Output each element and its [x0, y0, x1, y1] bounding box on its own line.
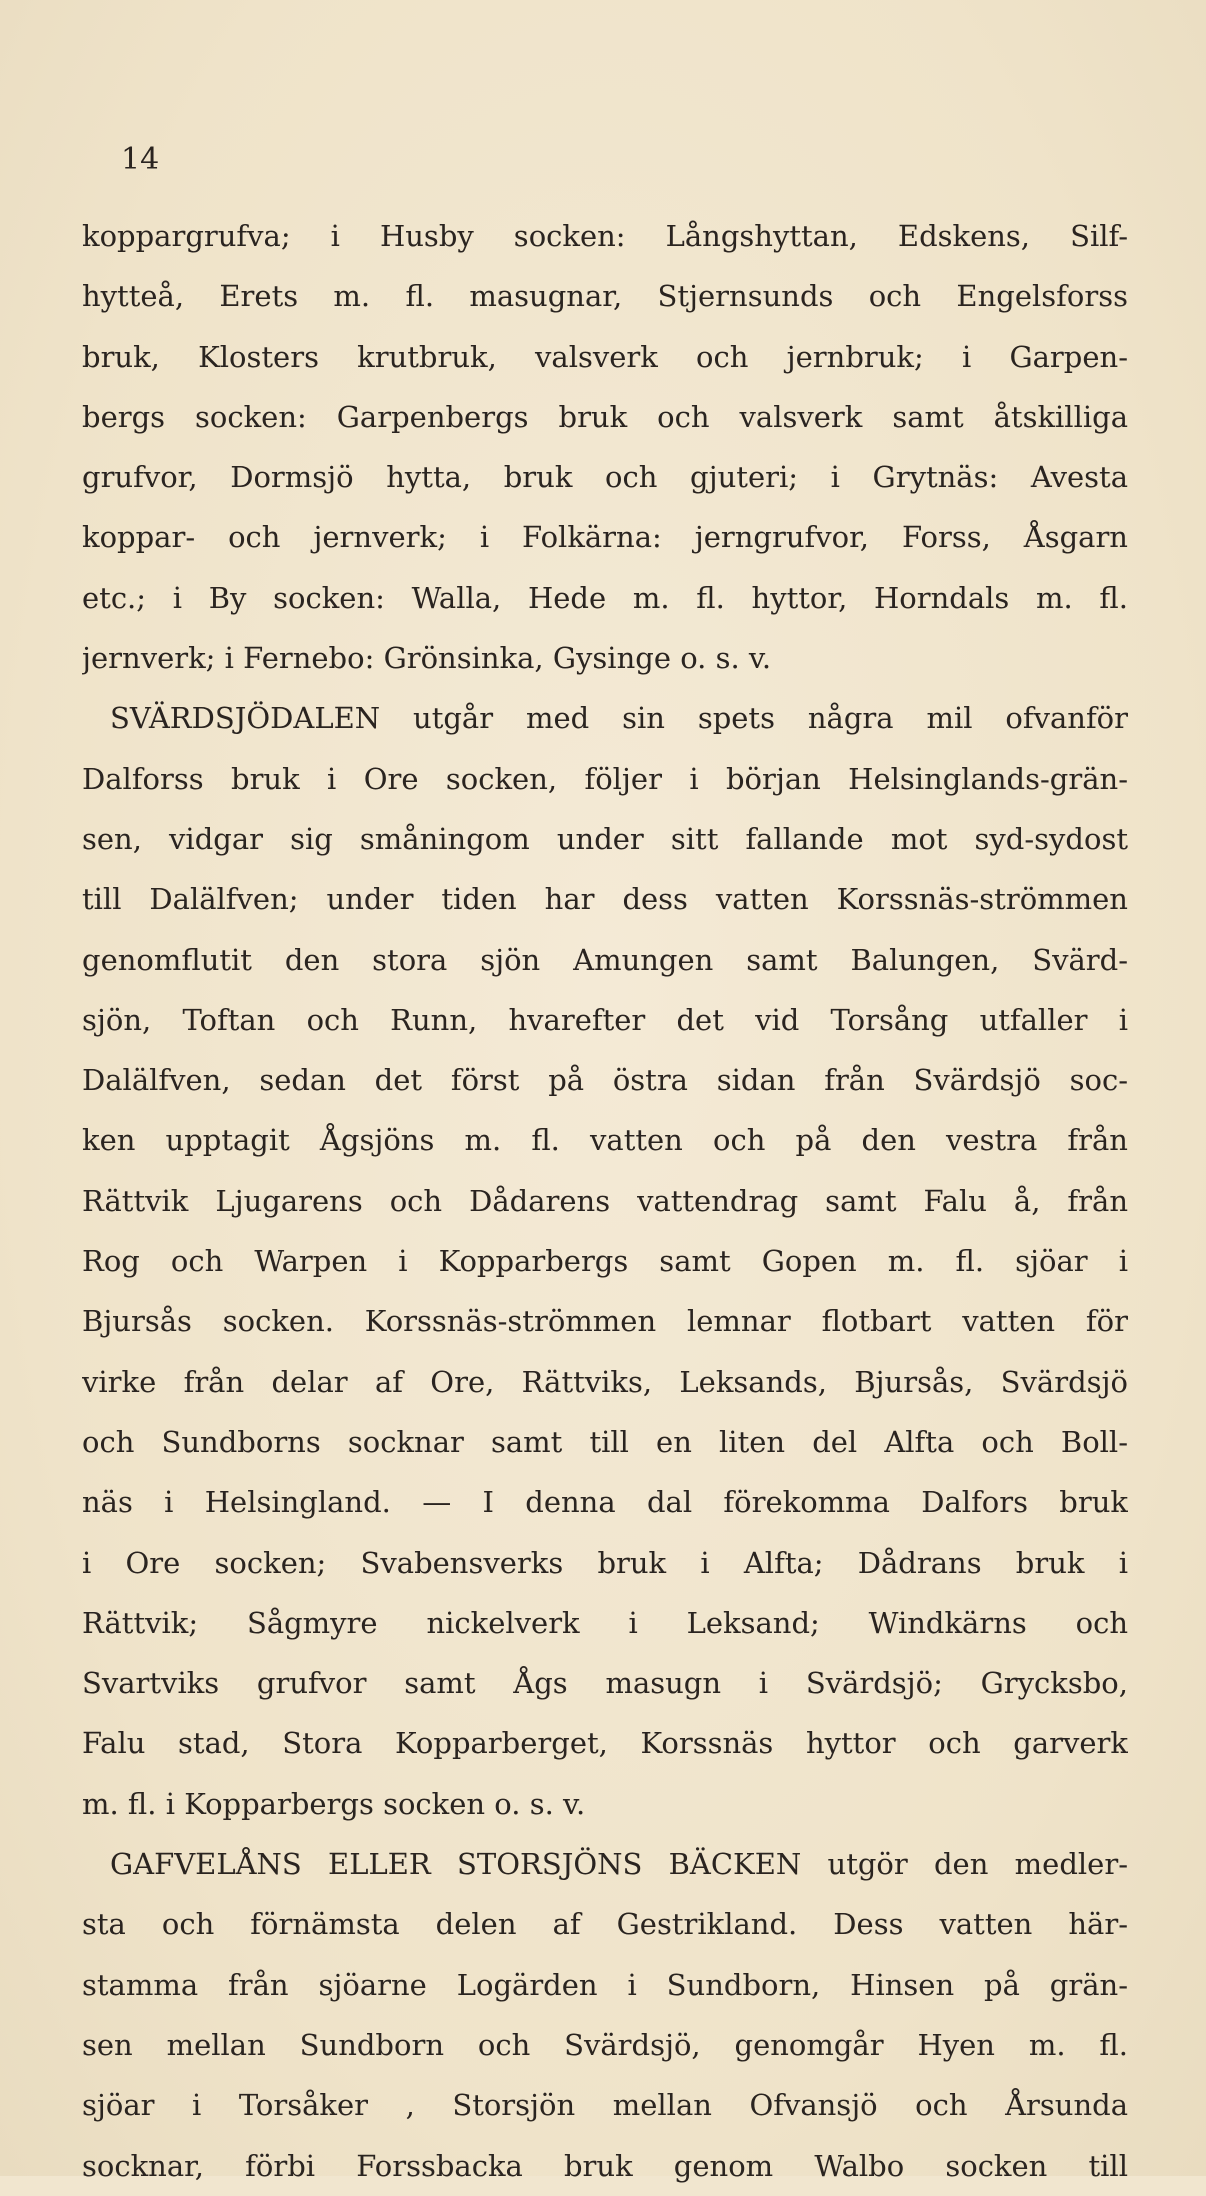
text-line: m. fl. i Kopparbergs socken o. s. v.: [82, 1786, 586, 1821]
text-line: virke från delar af Ore, Rättviks, Leksands, Bjursås, Svärdsjö: [82, 1364, 1128, 1399]
text-line: Dalälfven, sedan det först på östra sidan från Svärdsjö soc-: [82, 1063, 1128, 1098]
text-line: koppar- och jernverk; i Folkärna: jerngrufvor, Forss, Åsgarn: [82, 520, 1128, 555]
text-line: sen, vidgar sig småningom under sitt fallande mot syd-sydost: [82, 821, 1128, 856]
text-line: ken upptagit Ågsjöns m. fl. vatten och på den vestra från: [82, 1123, 1128, 1158]
text-line: sjöar i Torsåker , Storsjön mellan Ofvansjö och Årsunda: [82, 2088, 1128, 2123]
text-line: Rättvik; Sågmyre nickelverk i Leksand; Windkärns och: [82, 1605, 1128, 1640]
text-line: grufvor, Dormsjö hytta, bruk och gjuteri; i Grytnäs: Avesta: [82, 460, 1128, 495]
text-line: bergs socken: Garpenbergs bruk och valsverk samt åtskilliga: [82, 399, 1128, 434]
text-line: genomflutit den stora sjön Amungen samt Balungen, Svärd-: [82, 942, 1128, 977]
text-line: socknar, förbi Forssbacka bruk genom Walbo socken till: [82, 2148, 1128, 2183]
text-line: till Dalälfven; under tiden har dess vatten Korssnäs-strömmen: [82, 882, 1128, 917]
page-number: 14: [121, 142, 160, 177]
text-line: och Sundborns socknar samt till en liten del Alfta och Boll-: [82, 1424, 1128, 1459]
text-line: sta och förnämsta delen af Gestrikland. Dess vatten här-: [82, 1907, 1128, 1942]
text-line: koppargrufva; i Husby socken: Långshyttan, Edskens, Silf-: [82, 219, 1128, 253]
text-line: näs i Helsingland. — I denna dal förekomma Dalfors bruk: [82, 1485, 1128, 1520]
text-line: Rättvik Ljugarens och Dådarens vattendrag samt Falu å, från: [82, 1183, 1128, 1218]
text-line: Falu stad, Stora Kopparberget, Korssnäs hyttor och garverk: [82, 1726, 1128, 1761]
text-line: jernverk; i Fernebo: Grönsinka, Gysinge o. s. v.: [82, 641, 772, 676]
body-text: [82, 206, 1128, 2196]
text-line: Bjursås socken. Korssnäs-strömmen lemnar flotbart vatten för: [82, 1304, 1128, 1339]
text-line: Svartviks grufvor samt Ågs masugn i Svärdsjö; Grycksbo,: [82, 1666, 1128, 1701]
text-line: bruk, Klosters krutbruk, valsverk och jernbruk; i Garpen-: [82, 339, 1128, 374]
text-line: stamma från sjöarne Logärden i Sundborn, Hinsen på grän-: [82, 1967, 1128, 2002]
text-line: i Ore socken; Svabensverks bruk i Alfta; Dådrans bruk i: [82, 1545, 1128, 1580]
text-line: etc.; i By socken: Walla, Hede m. fl. hyttor, Horndals m. fl.: [82, 580, 1128, 615]
text-line: sjön, Toftan och Runn, hvarefter det vid Torsång utfaller i: [82, 1002, 1128, 1037]
text-line: sen mellan Sundborn och Svärdsjö, genomgår Hyen m. fl.: [82, 2027, 1128, 2062]
paragraph-start-svardsjodalen: SVÄRDSJÖDALEN utgår med sin spets några mil ofvanför: [110, 701, 1128, 736]
text-line: Dalforss bruk i Ore socken, följer i början Helsinglands-grän-: [82, 761, 1128, 796]
paragraph-start-gafvelans: GAFVELÅNS ELLER STORSJÖNS BÄCKEN utgör den medler-: [110, 1847, 1128, 1882]
text-line: hytteå, Erets m. fl. masugnar, Stjernsunds och Engelsforss: [82, 279, 1128, 314]
text-line: Rog och Warpen i Kopparbergs samt Gopen m. fl. sjöar i: [82, 1244, 1128, 1279]
